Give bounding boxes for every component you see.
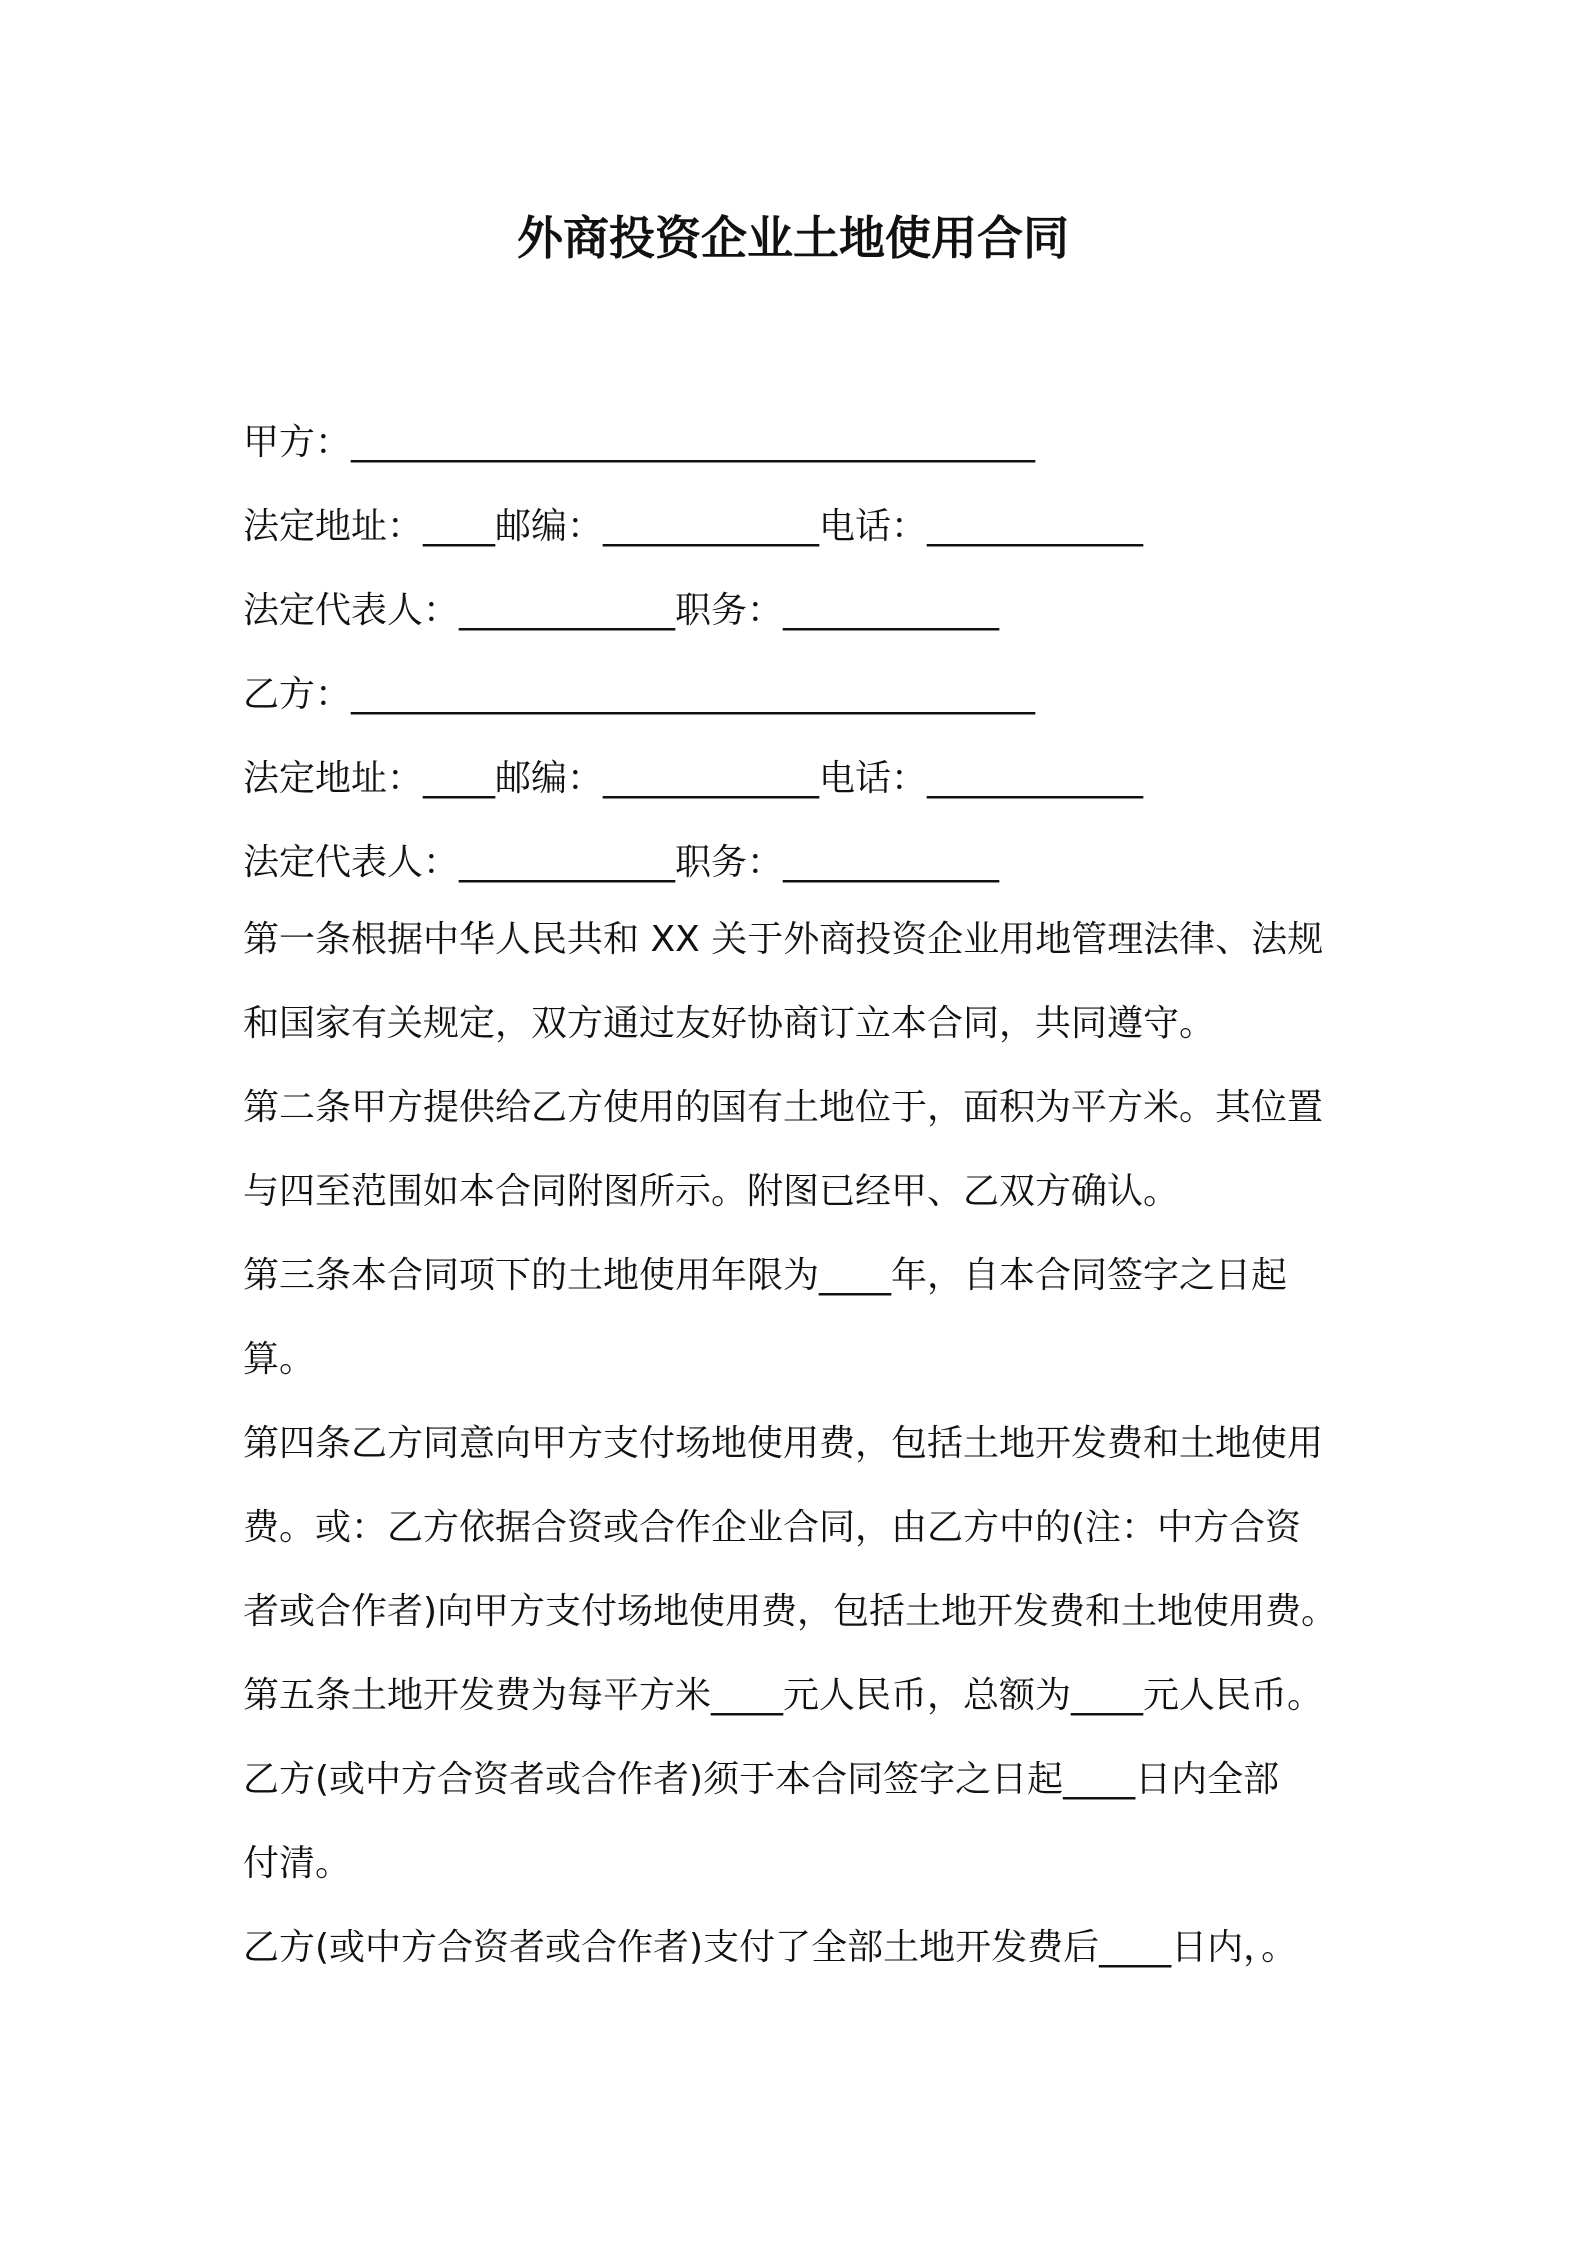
article-1-line-2: 和国家有关规定，双方通过友好协商订立本合同，共同遵守。 (243, 1003, 1216, 1044)
article-2-line-2: 与四至范围如本合同附图所示。附图已经甲、乙双方确认。 (243, 1171, 1180, 1212)
party-a-line: 甲方：______________________________________ (243, 422, 1036, 463)
article-4-line-1: 第四条乙方同意向甲方支付场地使用费，包括土地开发费和土地使用 (243, 1423, 1324, 1464)
article-3-line-2: 算。 (243, 1339, 316, 1380)
party-b-line: 乙方：______________________________________ (243, 674, 1036, 715)
article-4-line-3: 者或合作者)向甲方支付场地使用费，包括土地开发费和土地使用费。 (243, 1591, 1338, 1632)
party-a-representative-line: 法定代表人：____________职务：____________ (243, 590, 1000, 631)
party-b-representative-line: 法定代表人：____________职务：____________ (243, 842, 1000, 883)
article-3-line-1: 第三条本合同项下的土地使用年限为____年，自本合同签字之日起 (243, 1255, 1288, 1296)
article-5-line-3: 付清。 (243, 1843, 352, 1884)
article-5-line-1: 第五条土地开发费为每平方米____元人民币，总额为____元人民币。 (243, 1675, 1324, 1716)
article-5-line-2: 乙方(或中方合资者或合作者)须于本合同签字之日起____日内全部 (243, 1759, 1280, 1800)
party-a-address-line: 法定地址：____邮编：____________电话：____________ (243, 506, 1144, 547)
article-1-line-1: 第一条根据中华人民共和 XX 关于外商投资企业用地管理法律、法规 (243, 919, 1324, 960)
party-b-address-line: 法定地址：____邮编：____________电话：____________ (243, 758, 1144, 799)
article-5-line-4: 乙方(或中方合资者或合作者)支付了全部土地开发费后____日内，。 (243, 1927, 1298, 1968)
document-title: 外商投资企业土地使用合同 (517, 211, 1069, 265)
article-2-line-1: 第二条甲方提供给乙方使用的国有土地位于，面积为平方米。其位置 (243, 1087, 1324, 1128)
article-4-line-2: 费。或：乙方依据合资或合作企业合同，由乙方中的(注：中方合资 (243, 1507, 1302, 1548)
